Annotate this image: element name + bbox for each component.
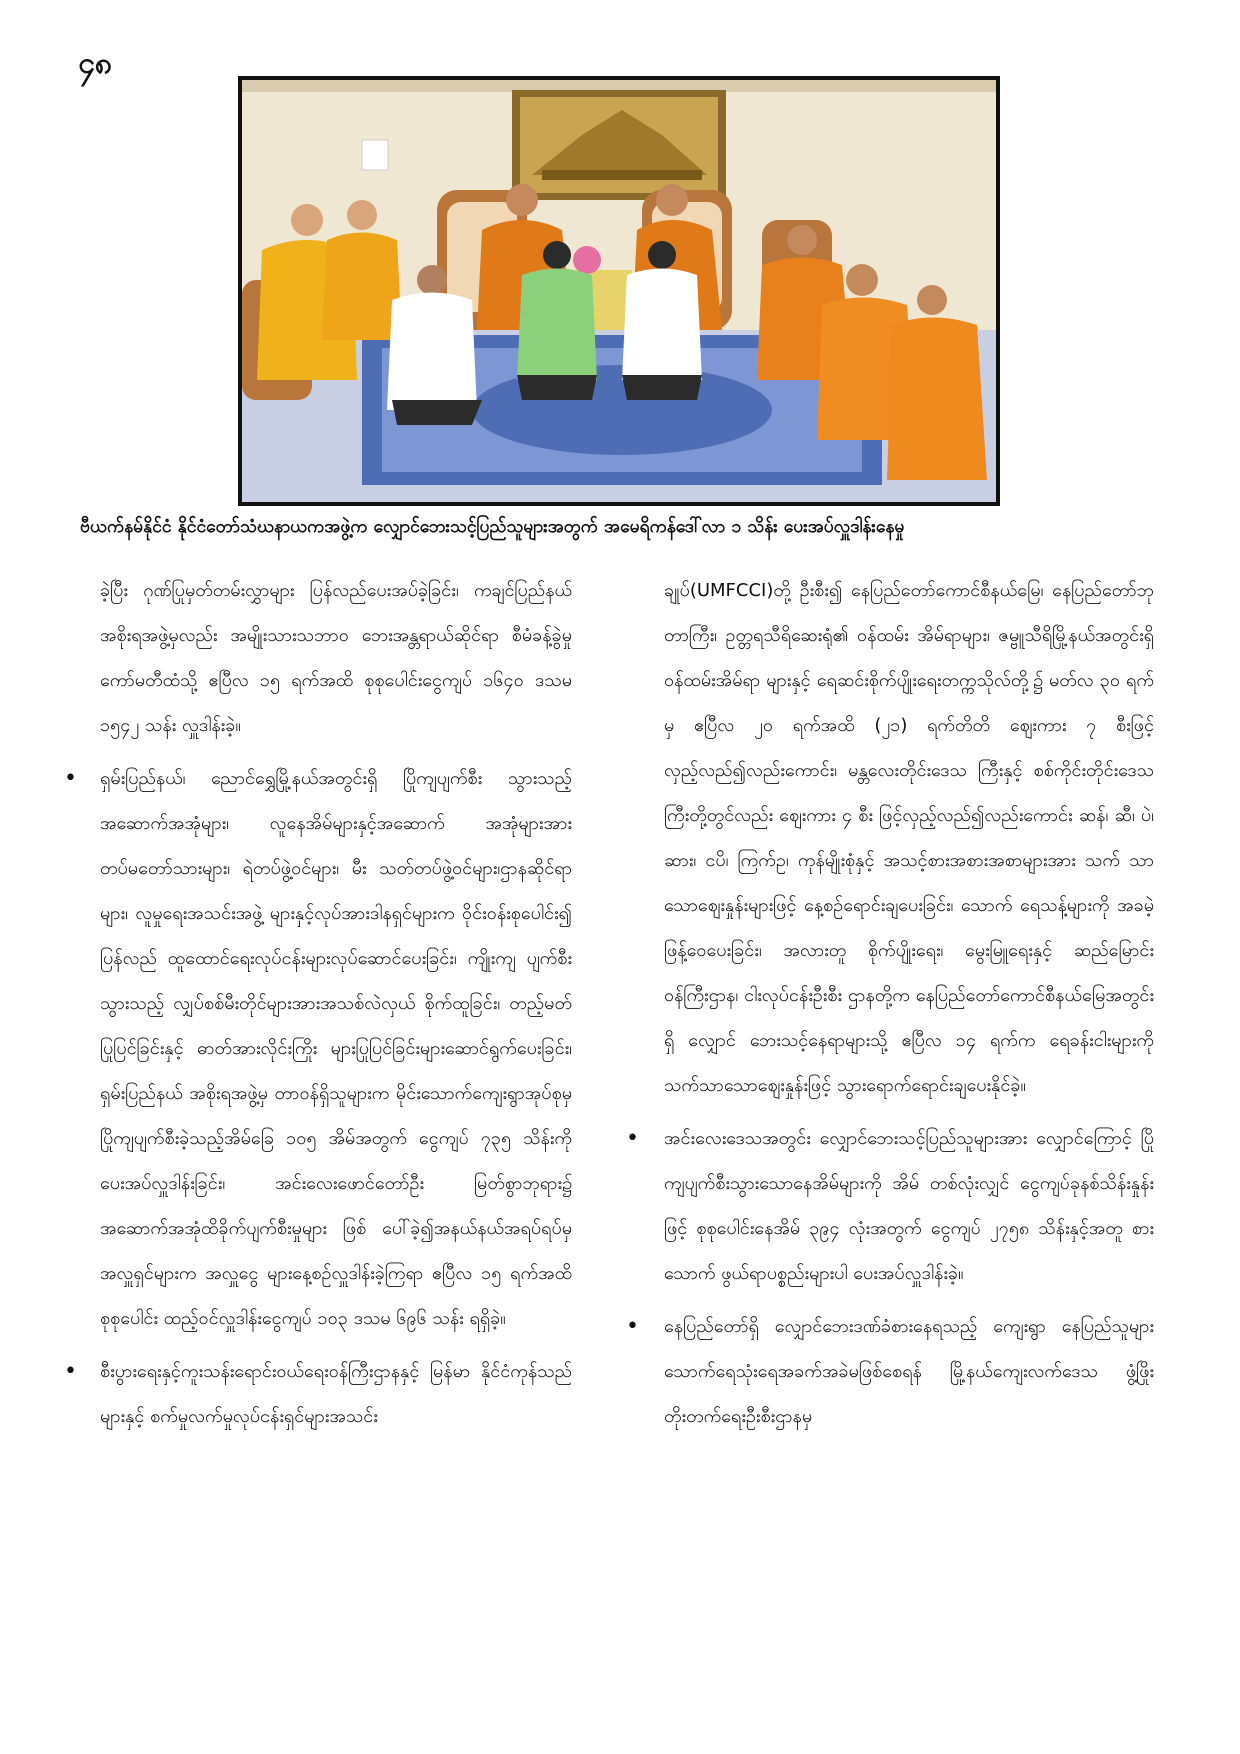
page-number: ၄၈ bbox=[78, 46, 113, 81]
bullet-item: • နေပြည်တော်ရှိ လျှောင်ဘေးဒဏ်ခံစားနေရသည့် ကျေးရွာ နေပြည်သူများ သောက်ရေသုံးရေအခက်အခဲမဖြစ်စေရန် မြို့နယ်ကျေးလက်ဒေသ ဖွံ့ဖြိုးတိုးတက်ရေးဦးစီးဌာနမှ bbox=[664, 1304, 1154, 1439]
bullet-item: • ရှမ်းပြည်နယ်၊ ညောင်ရွှေမြို့နယ်အတွင်းရှိ ပြိုကျပျက်စီး သွားသည့်အဆောက်အအုံများ၊ လူနေအိမ်များနှင့်အဆောက် အအုံများအား တပ်မတော်သားများ၊ ရဲတပ်ဖွဲ့ဝင်များ၊ မီး သတ်တပ်ဖွဲ့ဝင်များ၊ဌာနဆိုင်ရာများ၊ လူမှုရေးအသင်းအဖွဲ့ များနှင့်လုပ်အားဒါနရှင်များက ဝိုင်းဝန်းစုပေါင်း၍ ပြန်လည် ထူထောင်ရေးလုပ်ငန်းများလုပ်ဆောင်ပေးခြင်း၊ ကျိုးကျ ပျက်စီးသွားသည့် လျှပ်စစ်မီးတိုင်များအားအသစ်လဲလှယ် စိုက်ထူခြင်း၊ တည့်မတ်ပြုပြင်ခြင်းနှင့် ဓာတ်အားလိုင်းကြိုး များပြုပြင်ခြင်းများဆောင်ရွက်ပေးခြင်း၊ ရှမ်းပြည်နယ် အစိုးရအဖွဲ့မှ တာဝန်ရှိသူများက မိုင်းသောက်ကျေးရွာအုပ်စုမှ ပြိုကျပျက်စီးခဲ့သည့်အိမ်ခြေ ၁၀၅ အိမ်အတွက် ငွေကျပ် ၇၃၅ သိန်းကိုပေးအပ်လှူဒါန်းခြင်း၊ အင်းလေးဖောင်တော်ဦး မြတ်စွာဘုရား၌ အဆောက်အအုံထိခိုက်ပျက်စီးမှုများ ဖြစ် ပေါ်ခဲ့၍အနယ်နယ်အရပ်ရပ်မှ အလှူရှင်များက အလှူငွေ များနေ့စဉ်လှူဒါန်းခဲ့ကြရာ ဧပြီလ ၁၅ ရက်အထိ စုစုပေါင်း ထည့်ဝင်လှူဒါန်းငွေကျပ် ၁၀၃ ဒသမ ၆၉၆ သန်း ရရှိခဲ့။ bbox=[82, 756, 572, 1341]
photo-caption: ဗီယက်နမ်နိုင်ငံ နိုင်ငံတော်သံဃနာယကအဖွဲ့က လျှောင်ဘေးသင့်ပြည်သူများအတွက် အမေရိကန်ဒေါ်လာ ၁ သိန်း ပေးအပ်လှူဒါန်းနေမှု bbox=[80, 517, 905, 537]
bullet-item: • စီးပွားရေးနှင့်ကူးသန်းရောင်းဝယ်ရေးဝန်ကြီးဌာနနှင့် မြန်မာ နိုင်ငံကုန်သည်များနှင့် စက်မှုလက်မှုလုပ်ငန်းရှင်များအသင်း bbox=[82, 1349, 572, 1439]
news-photo bbox=[238, 76, 1000, 506]
bullet-item: • အင်းလေးဒေသအတွင်း လျှောင်ဘေးသင့်ပြည်သူများအား လျှောင်ကြောင့် ပြိုကျပျက်စီးသွားသောနေအိမ်များကို အိမ် တစ်လုံးလျှင် ငွေကျပ်ခုနစ်သိန်းနှုန်းဖြင့် စုစုပေါင်းနေအိမ် ၃၉၄ လုံးအတွက် ငွေကျပ် ၂၇၅၈ သိန်းနှင့်အတူ စားသောက် ဖွယ်ရာပစ္စည်းများပါ ပေးအပ်လှူဒါန်းခဲ့။ bbox=[664, 1116, 1154, 1296]
paragraph: ချုပ်(UMFCCI)တို့ ဦးစီး၍ နေပြည်တော်ကောင်စီနယ်မြေ၊ နေပြည်တော်ဘုတာကြီး၊ ဥတ္တရသီရိဆေးရုံ၏ ဝန်ထမ်း အိမ်ရာများ၊ ဇမ္ဗူသီရိမြို့နယ်အတွင်းရှိ ဝန်ထမ်းအိမ်ရာ များနှင့် ရေဆင်းစိုက်ပျိုးရေးတက္ကသိုလ်တို့၌ မတ်လ ၃၀ ရက်မှ ဧပြီလ ၂၀ ရက်အထိ (၂၁) ရက်တိတိ ဈေးကား ၇ စီးဖြင့်လှည့်လည်၍လည်းကောင်း၊ မန္တလေးတိုင်းဒေသ ကြီးနှင့် စစ်ကိုင်းတိုင်းဒေသကြီးတို့တွင်လည်း ဈေးကား ၄ စီး ဖြင့်လှည့်လည်၍လည်းကောင်း ဆန်၊ ဆီ၊ ပဲ၊ ဆား၊ ငပိ၊ ကြက်ဥ၊ ကုန်မျိုးစုံနှင့် အသင့်စားအစားအစာများအား သက် သာသောဈေးနှုန်းများဖြင့် နေ့စဉ်ရောင်းချပေးခြင်း၊ သောက် ရေသန့်များကို အခမဲ့ဖြန့်ဝေပေးခြင်း၊ အလားတူ စိုက်ပျိုးရေး၊ မွေးမြူရေးနှင့် ဆည်မြောင်းဝန်ကြီးဌာန၊ ငါးလုပ်ငန်းဦးစီး ဌာနတို့က နေပြည်တော်ကောင်စီနယ်မြေအတွင်းရှိ လျှောင် ဘေးသင့်နေရာများသို့ ဧပြီလ ၁၄ ရက်က ရေခန်းငါးများကို သက်သာသောဈေးနှုန်းဖြင့် သွားရောက်ရောင်းချပေးနိုင်ခဲ့။ bbox=[664, 580, 1154, 1096]
right-column bbox=[664, 568, 1154, 1447]
photo-monks-meeting-icon bbox=[242, 80, 996, 502]
left-column bbox=[82, 568, 572, 1447]
paragraph: ခဲ့ပြီး ဂုဏ်ပြုမှတ်တမ်းလွှာများ ပြန်လည်ပေးအပ်ခဲ့ခြင်း၊ ကချင်ပြည်နယ်အစိုးရအဖွဲ့မှလည်း အမျိုးသားသဘာဝ ဘေးအန္တရာယ်ဆိုင်ရာ စီမံခန့်ခွဲမှုကော်မတီထံသို့ ဧပြီလ ၁၅ ရက်အထိ စုစုပေါင်းငွေကျပ် ၁၆၄၀ ဒသမ ၁၅၄၂ သန်း လှူဒါန်းခဲ့။ bbox=[100, 580, 572, 736]
